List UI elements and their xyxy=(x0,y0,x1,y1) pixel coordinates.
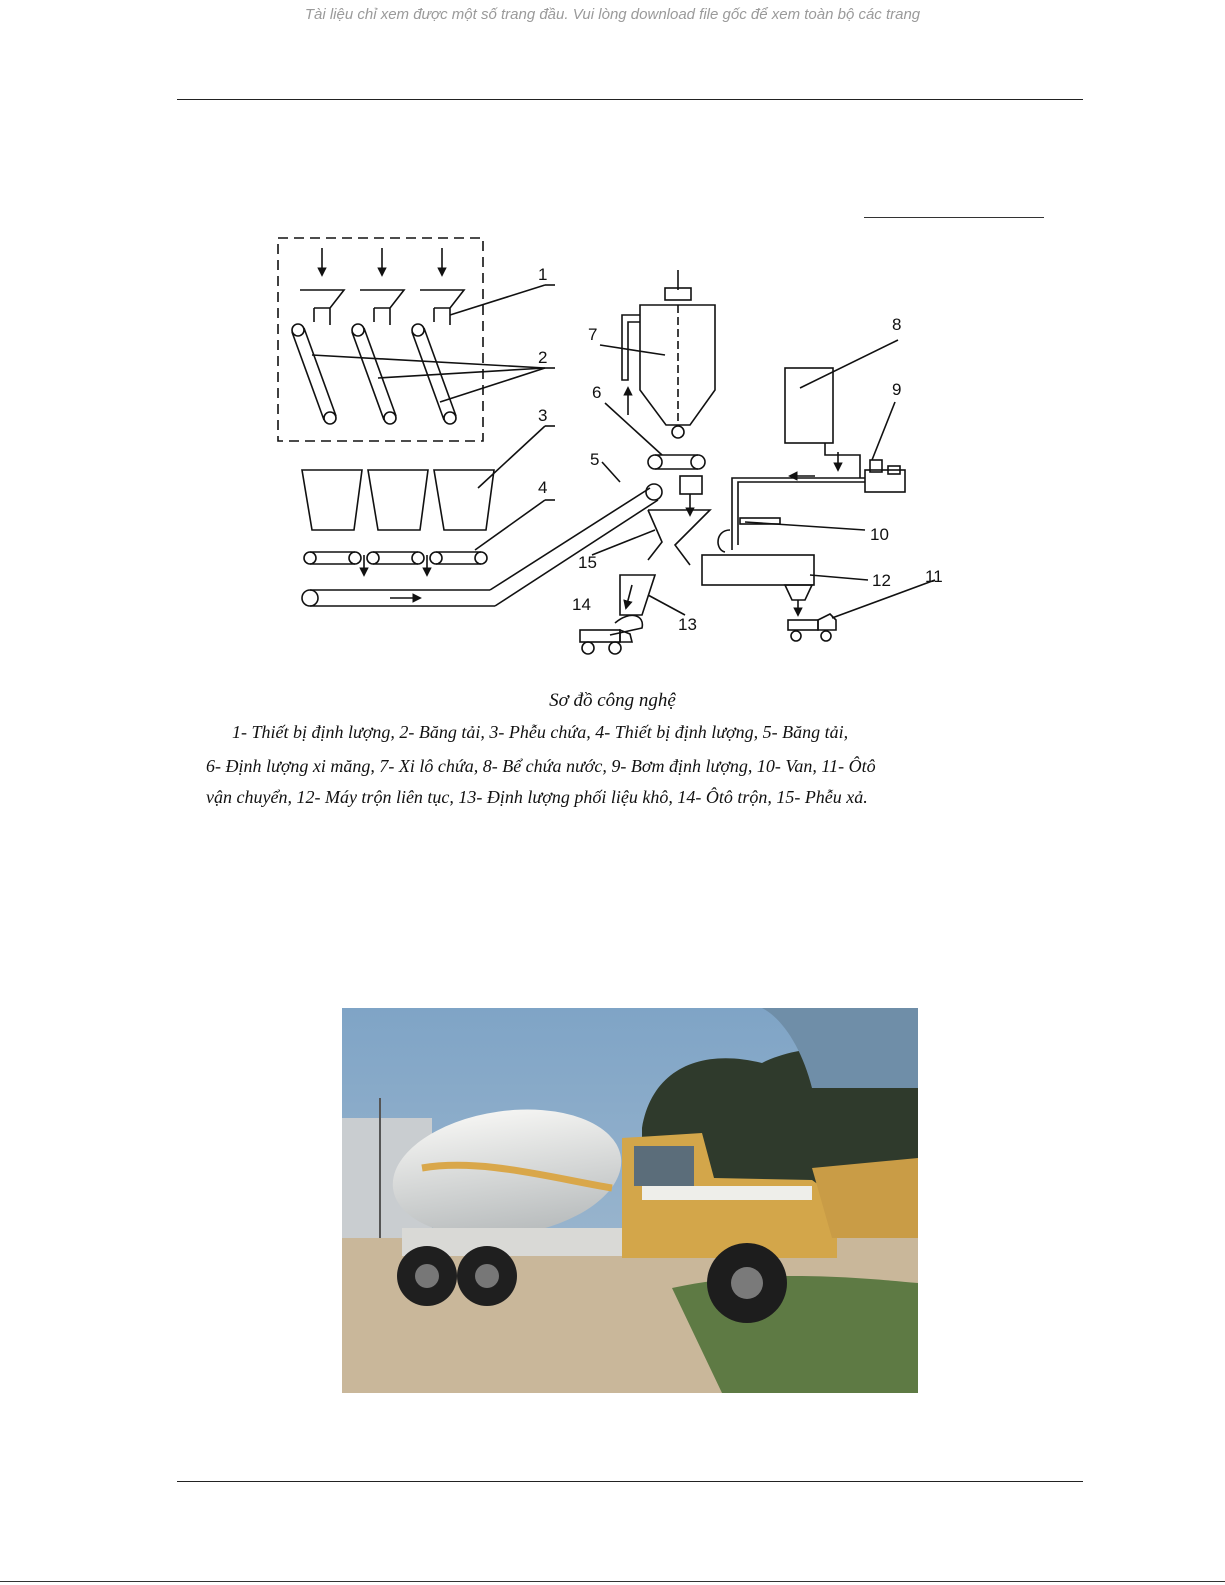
cement-silo xyxy=(622,270,715,438)
short-rule xyxy=(864,217,1044,218)
transport-truck xyxy=(788,614,836,641)
label-5: 5 xyxy=(590,450,600,469)
label-10: 10 xyxy=(870,525,889,544)
mixer-truck-photo xyxy=(342,1008,918,1393)
inclined-belt xyxy=(352,324,396,424)
label-9: 9 xyxy=(892,380,902,399)
dosing-hopper xyxy=(420,290,464,325)
page-edge xyxy=(0,1581,1225,1582)
label-11: 11 xyxy=(925,567,943,586)
label-15: 15 xyxy=(578,553,597,572)
discharge-hopper xyxy=(648,510,710,565)
continuous-mixer xyxy=(702,555,814,615)
dosing-belt xyxy=(430,552,487,564)
dosing-pump xyxy=(865,460,905,492)
mixer-truck xyxy=(580,615,642,654)
label-14: 14 xyxy=(572,595,591,614)
cement-dosing-belt xyxy=(648,455,705,469)
diagram-caption-title: Sơ đồ công nghệ xyxy=(549,690,676,711)
inclined-belt xyxy=(292,324,336,424)
storage-bin xyxy=(434,470,494,530)
dosing-hopper xyxy=(300,290,344,325)
footer-rule xyxy=(177,1481,1083,1482)
storage-bin xyxy=(302,470,362,530)
dry-mix-doser xyxy=(620,575,655,615)
label-13: 13 xyxy=(678,615,697,634)
label-4: 4 xyxy=(538,478,548,497)
diagram-caption-line: vận chuyển, 12- Máy trộn liên tục, 13- Định lượng phối liệu khô, 14- Ôtô trộn, 15- Phễu xả. xyxy=(206,787,868,807)
diagram-caption-line: 6- Định lượng xi măng, 7- Xi lô chứa, 8- Bể chứa nước, 9- Bơm định lượng, 10- Van, 11- Ôtô xyxy=(206,756,876,776)
label-12: 12 xyxy=(872,571,891,590)
label-3: 3 xyxy=(538,406,548,425)
storage-bin xyxy=(368,470,428,530)
preview-banner: Tài liệu chỉ xem được một số trang đầu. Vui lòng download file gốc để xem toàn bộ các trang xyxy=(304,6,921,23)
label-8: 8 xyxy=(892,315,902,334)
diagram-caption-line: 1- Thiết bị định lượng, 2- Băng tải, 3- Phễu chứa, 4- Thiết bị định lượng, 5- Băng tải, xyxy=(232,722,849,742)
label-7: 7 xyxy=(588,325,598,344)
label-6: 6 xyxy=(592,383,602,402)
dosing-hopper xyxy=(360,290,404,325)
label-2: 2 xyxy=(538,348,548,367)
label-1: 1 xyxy=(538,265,548,284)
dosing-belt xyxy=(367,552,424,564)
process-diagram xyxy=(270,230,970,670)
dosing-belt xyxy=(304,552,361,564)
header-rule xyxy=(177,99,1083,100)
water-tank xyxy=(785,368,833,443)
